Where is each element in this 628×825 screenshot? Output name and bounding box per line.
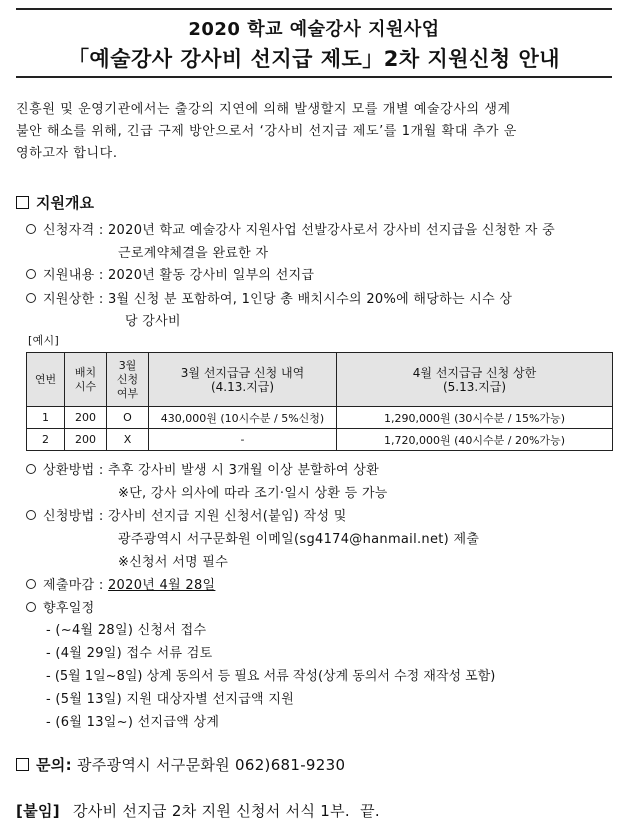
application-label: 신청방법 :: [43, 509, 104, 524]
circle-bullet-icon: [26, 224, 36, 234]
attachment-line: [16, 800, 380, 821]
eligibility-text: 2020년 학교 예술강사 지원사업 선발강사로서 강사비 선지급을 신청한 자 중: [107, 223, 556, 238]
circle-bullet-icon: [26, 293, 36, 303]
cell-applied: O: [107, 407, 149, 429]
intro-line: 진흥원 및 운영기관에서는 출강의 지연에 의해 발생할지 모를 개별 예술강사의 생계: [16, 102, 511, 117]
limit-line-2: 당 강사비: [125, 314, 181, 329]
deadline-line: [26, 574, 215, 593]
application-line-2: 광주광역시 서구문화원 이메일(sg4174@hanmail.net) 제출: [118, 532, 480, 547]
schedule-heading: 향후일정: [26, 597, 94, 616]
eligibility-line: [26, 219, 555, 238]
cell-no: 2: [27, 429, 65, 451]
cell-applied: X: [107, 429, 149, 451]
contact-label: 문의:: [36, 756, 72, 774]
title-bottom-rule: [16, 76, 612, 78]
schedule-item: - (5월 13일) 지원 대상자별 선지급액 지원: [46, 692, 295, 707]
header-hours: 배치 시수: [65, 353, 107, 407]
example-label: [예시]: [28, 334, 60, 347]
cell-april: 1,720,000원 (40시수분 / 20%가능): [337, 429, 613, 451]
deadline-label: 제출마감 :: [43, 578, 104, 593]
top-rule: [16, 8, 612, 10]
cell-hours: 200: [65, 407, 107, 429]
intro-paragraph: [16, 99, 612, 165]
example-table: [26, 352, 613, 451]
content-text: 2020년 활동 강사비 일부의 선지급: [107, 268, 315, 283]
circle-bullet-icon: [26, 269, 36, 279]
application-text: 강사비 선지급 지원 신청서(붙임) 작성 및: [107, 509, 347, 524]
cell-march: 430,000원 (10시수분 / 5%신청): [149, 407, 337, 429]
contact-line: [16, 754, 345, 775]
title-line-1: 2020 학교 예술강사 지원사업: [188, 19, 440, 40]
cell-march: -: [149, 429, 337, 451]
deadline-date: 2020년 4월 28일: [107, 578, 216, 593]
table-row: [27, 407, 613, 429]
repayment-text: 추후 강사비 발생 시 3개월 이상 분할하여 상환: [107, 463, 380, 478]
repayment-label: 상환방법 :: [43, 463, 104, 478]
circle-bullet-icon: [26, 579, 36, 589]
intro-line: 영하고자 합니다.: [16, 146, 118, 161]
header-march-applied: 3월 신청 여부: [107, 353, 149, 407]
content-line: [26, 264, 314, 283]
cell-hours: 200: [65, 429, 107, 451]
attachment-text: 강사비 선지급 2차 지원 신청서 서식 1부. 끝.: [72, 802, 380, 820]
title-line-2: 「예술강사 강사비 선지급 제도」2차 지원신청 안내: [67, 47, 561, 71]
attachment-label: [붙임]: [16, 802, 60, 820]
overview-heading: 지원개요: [16, 192, 94, 213]
eligibility-line-2: 근로계약체결을 완료한 자: [118, 246, 269, 261]
schedule-item: - (6월 13일~) 선지급액 상계: [46, 715, 220, 730]
checkbox-square-icon: [16, 196, 29, 209]
contact-text: 광주광역시 서구문화원 062)681-9230: [76, 756, 346, 774]
header-april-limit: 4월 선지급금 신청 상한 (5.13.지급): [337, 353, 613, 407]
application-line: [26, 505, 347, 524]
repayment-line: [26, 459, 379, 478]
header-no: 연번: [27, 353, 65, 407]
schedule-item: - (4월 29일) 접수 서류 검토: [46, 646, 213, 661]
limit-label: 지원상한 :: [43, 292, 104, 307]
application-note: ※신청서 서명 필수: [118, 555, 229, 570]
table-row: [27, 429, 613, 451]
cell-no: 1: [27, 407, 65, 429]
circle-bullet-icon: [26, 464, 36, 474]
content-label: 지원내용 :: [43, 268, 104, 283]
repayment-note: ※단, 강사 의사에 따라 조기·일시 상환 등 가능: [118, 486, 388, 501]
schedule-item: - (~4월 28일) 신청서 접수: [46, 623, 207, 638]
circle-bullet-icon: [26, 510, 36, 520]
eligibility-label: 신청자격 :: [43, 223, 104, 238]
checkbox-square-icon: [16, 758, 29, 771]
schedule-item: - (5월 1일~8일) 상계 동의서 등 필요 서류 작성(상계 동의서 수정 재작성 포함): [46, 669, 496, 684]
intro-line: 불안 해소를 위해, 긴급 구제 방안으로서 ‘강사비 선지급 제도’를 1개월 확대 추가 운: [16, 124, 517, 139]
limit-line: [26, 288, 512, 307]
header-march-detail: 3월 선지급금 신청 내역 (4.13.지급): [149, 353, 337, 407]
cell-april: 1,290,000원 (30시수분 / 15%가능): [337, 407, 613, 429]
limit-text: 3월 신청 분 포함하여, 1인당 총 배치시수의 20%에 해당하는 시수 상: [107, 292, 513, 307]
circle-bullet-icon: [26, 602, 36, 612]
